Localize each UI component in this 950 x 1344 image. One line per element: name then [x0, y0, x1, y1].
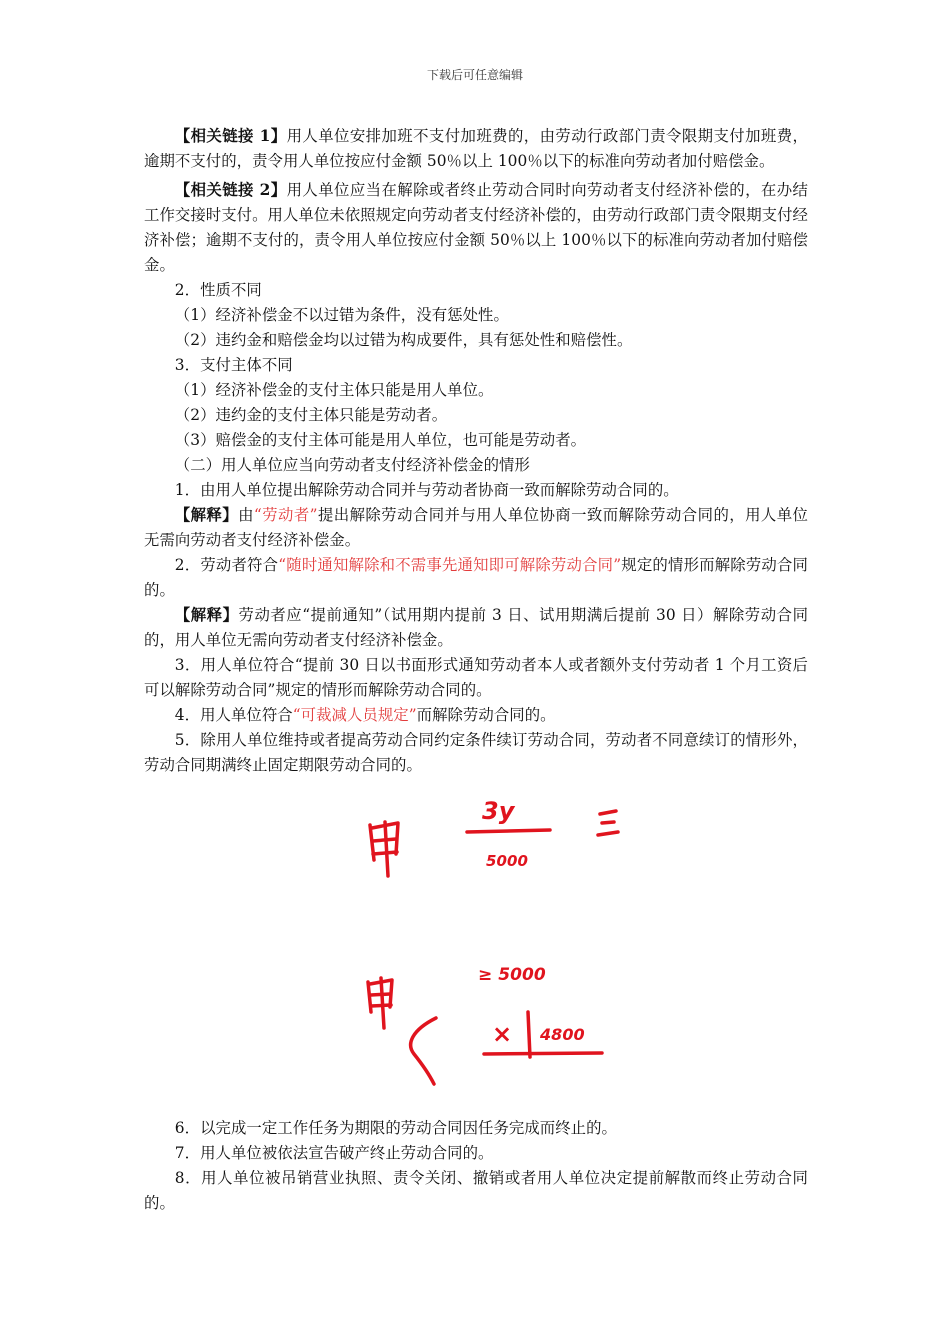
paragraph: （二）用人单位应当向劳动者支付经济补偿金的情形 — [174, 456, 530, 474]
value-4800-text: 4800 — [540, 1025, 585, 1044]
paragraph: 1．由用人单位提出解除劳动合同并与劳动者协商一致而解除劳动合同的。 — [174, 481, 679, 499]
link-tag: 【相关链接 1】 — [174, 127, 287, 145]
paragraph: 2．劳动者符合“随时通知解除和不需事先通知即可解除劳动合同”规定的情形而解除劳动合同的。 — [144, 556, 808, 599]
numerator-text: 3y — [482, 797, 515, 825]
handwritten-yi — [598, 811, 618, 835]
paragraph-explanation: 【解释】由“劳动者”提出解除劳动合同并与用人单位协商一致而解除劳动合同的，用人单位无需向劳动者支付经济补偿金。 — [144, 506, 808, 549]
explanation-tag: 【解释】 — [174, 606, 239, 624]
paragraph: （2）违约金的支付主体只能是劳动者。 — [174, 406, 448, 424]
fraction-bar — [467, 830, 550, 832]
paragraph: 7．用人单位被依法宣告破产终止劳动合同的。 — [174, 1144, 494, 1162]
paragraph: 2．性质不同 — [174, 281, 262, 299]
highlight-text: “随时通知解除和不需事先通知即可解除劳动合同” — [278, 556, 622, 574]
paragraph: 6．以完成一定工作任务为期限的劳动合同因任务完成而终止的。 — [174, 1119, 617, 1137]
handwritten-jia-2 — [368, 978, 392, 1028]
handwritten-jia-1 — [370, 822, 398, 876]
paragraph: （1）经济补偿金不以过错为条件，没有惩处性。 — [174, 306, 509, 324]
handwritten-sketch — [144, 792, 808, 1102]
paragraph: 5．除用人单位维持或者提高劳动合同约定条件续订劳动合同，劳动者不同意续订的情形外，劳动合同期满终止固定期限劳动合同的。 — [144, 731, 808, 774]
explanation-tag: 【解释】 — [174, 506, 239, 524]
document-body — [144, 124, 808, 1216]
denominator-text: 5000 — [486, 852, 528, 870]
paragraph: （3）赔偿金的支付主体可能是用人单位，也可能是劳动者。 — [174, 431, 587, 449]
paragraph: 3．支付主体不同 — [174, 356, 293, 374]
bracket-curve — [411, 1018, 436, 1084]
divider-line — [528, 1012, 530, 1057]
paragraph: 3．用人单位符合“提前 30 日以书面形式通知劳动者本人或者额外支付劳动者 1 个月工资后可以解除劳动合同”规定的情形而解除劳动合同的。 — [144, 656, 808, 699]
cross-mark: × — [492, 1020, 513, 1048]
underline — [484, 1053, 602, 1054]
paragraph-link-2: 【相关链接 2】用人单位应当在解除或者终止劳动合同时向劳动者支付经济补偿的，在办结工作交接时支付。用人单位未依照规定向劳动者支付经济补偿的，由劳动行政部门责令限期支付经济补偿；逾期不支付的，责令用人单位按应付金额 50％以上 100％以下的标准向劳动者加付赔偿金。 — [144, 181, 808, 274]
paragraph: （2）违约金和赔偿金均以过错为构成要件，具有惩处性和赔偿性。 — [174, 331, 633, 349]
paragraph: 4．用人单位符合“可裁减人员规定”而解除劳动合同的。 — [174, 706, 556, 724]
paragraph-explanation: 【解释】劳动者应“提前通知”（试用期内提前 3 日、试用期满后提前 30 日）解除劳动合同的，用人单位无需向劳动者支付经济补偿金。 — [144, 606, 809, 649]
inequality-text: ≥ 5000 — [478, 965, 546, 985]
highlight-text: “可裁减人员规定” — [292, 706, 417, 724]
paragraph-link-1: 【相关链接 1】用人单位安排加班不支付加班费的，由劳动行政部门责令限期支付加班费，逾期不支付的，责令用人单位按应付金额 50％以上 100％以下的标准向劳动者加付赔偿金。 — [144, 127, 808, 170]
page-header: 下载后可任意编辑 — [426, 68, 523, 82]
paragraph: （1）经济补偿金的支付主体只能是用人单位。 — [174, 381, 494, 399]
highlight-text: “劳动者” — [253, 506, 318, 524]
link-tag: 【相关链接 2】 — [174, 181, 287, 199]
paragraph: 8．用人单位被吊销营业执照、责令关闭、撤销或者用人单位决定提前解散而终止劳动合同的。 — [144, 1169, 808, 1212]
